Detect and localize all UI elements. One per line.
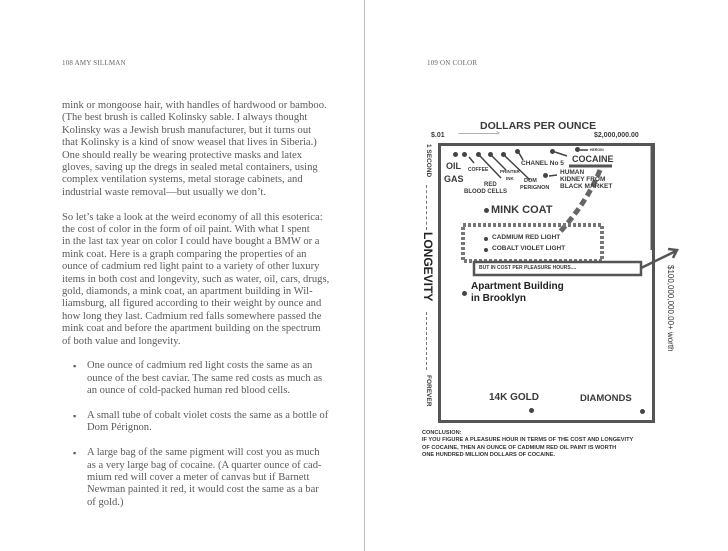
running-head-right: 109 ON COLOR [427, 59, 478, 67]
text-line: of gold.) [87, 496, 124, 508]
text-line: liamsburg, all figured according to their weight by ounce and [62, 298, 322, 310]
y-axis-title: LONGEVITY [421, 232, 435, 302]
text-line: mink or mongoose hair, with handles of hardwood or bamboo. [62, 100, 327, 111]
text-line: of both value and longevity. [62, 335, 181, 347]
label-mink-coat: MINK COAT [491, 204, 553, 216]
dot-chanel [515, 149, 520, 154]
label-cocaine: COCAINE [572, 154, 614, 164]
dot-diamonds [640, 409, 645, 414]
label-cobalt-violet: COBALT VIOLET LIGHT [492, 245, 566, 252]
text-line: items in both cost and longevity, such as water, oil, cars, drugs, [62, 273, 330, 285]
bullet-icon: ▪ [73, 361, 77, 372]
printer-ink-leader [492, 156, 506, 170]
dot-cocaine [550, 149, 555, 154]
text-line: ounce of cadmium red light paint to a variety of other luxury [62, 261, 320, 273]
text-line: mium red will cover a meter of canvas but if Barnett [87, 471, 310, 483]
label-oil: OIL [446, 161, 461, 171]
label-pleasure-hours: BUT IN COST PER PLEASURE HOURS.... [479, 265, 577, 271]
text-line: (The best brush is called Kolinsky sable. I always thought [62, 112, 308, 124]
dot-apartment [462, 291, 467, 296]
text-line: Dom Pérignon. [87, 422, 152, 434]
x-axis-arrow: ------------------------------------------------> [458, 131, 499, 137]
text-line: gold, diamonds, a mink coat, an apartment building in Wil- [62, 285, 313, 297]
label-coffee: COFFEE [468, 167, 489, 173]
text-line: in the last tax year on color I could have bought a BMW or a [62, 236, 320, 248]
diagram-conclusion [422, 430, 633, 459]
text-line: mink coat. Here is a graph comparing the properties of an [62, 248, 307, 260]
label-gas: GAS [444, 174, 464, 184]
conclusion-line: CONCLUSION: [422, 430, 462, 436]
paint-group-border [463, 225, 602, 261]
label-worth: $100,000,000.00+ worth [666, 265, 675, 352]
label-14k-gold: 14K GOLD [489, 392, 540, 403]
text-line: One should really be wearing protective masks and latex [62, 149, 303, 161]
label-kidney: BLACK MARKET [560, 183, 613, 190]
label-dom-perignon: DOM [524, 178, 537, 184]
text-line: A large bag of the same pigment will cost you as much [87, 447, 320, 459]
text-line: One ounce of cadmium red light costs the same as an [87, 360, 313, 372]
text-line: Kolinsky was a Jewish brush manufacturer, but it turns out [62, 124, 312, 136]
label-apartment: in Brooklyn [471, 293, 527, 304]
x-axis-max: $2,000,000.00 [594, 132, 639, 139]
dot-gold [529, 408, 534, 413]
dot-gas [462, 152, 467, 157]
kidney-leader [549, 175, 557, 176]
label-apartment: Apartment Building [471, 281, 564, 292]
bullet-icon: ▪ [73, 411, 77, 421]
conclusion-line: ONE HUNDRED MILLION DOLLARS OF COCAINE. [422, 451, 556, 458]
dot-oil [453, 152, 458, 157]
text-line: mink coat and before the apartment building on the spectrum [62, 323, 321, 335]
label-kidney: KIDNEY FROM [560, 176, 606, 183]
conclusion-line: IF YOU FIGURE A PLEASURE HOUR IN TERMS OF THE COST AND LONGEVITY [422, 437, 634, 444]
label-heroin: HEROIN [590, 148, 604, 152]
y-axis-bottom: FOREVER [425, 375, 432, 407]
text-line: Newman painted it red, it would cost the same as a bar [87, 484, 319, 496]
label-red-blood-cells: RED [484, 182, 497, 188]
text-line: the cost of color in the form of oil paint. With what I spent [62, 223, 310, 235]
label-cadmium-red: CADMIUM RED LIGHT [492, 234, 561, 241]
running-head-left: 108 AMY SILLMAN [62, 59, 126, 67]
label-printer-ink: INK [506, 176, 514, 181]
x-axis-title: DOLLARS PER OUNCE [480, 120, 597, 132]
text-line: gloves, saving up the dregs in sealed metal containers, using [62, 161, 318, 173]
x-axis-min: $.01 [431, 132, 445, 139]
coffee-leader [469, 157, 474, 163]
bullet-icon: ▪ [73, 448, 77, 459]
text-line: A small tube of cobalt violet costs the same as a bottle of [87, 410, 329, 421]
text-line: ounce of the best caviar. The same red costs as much as [87, 372, 323, 384]
dot-cadmium [484, 237, 488, 241]
label-diamonds: DIAMONDS [580, 393, 632, 404]
label-red-blood-cells: BLOOD CELLS [464, 189, 507, 195]
text-line: that Kolinsky is a kind of snow weasel that lives in Siberia.) [62, 137, 317, 149]
text-line: industrial waste removal—but usually we don’t. [62, 186, 266, 198]
dot-coffee [476, 152, 481, 157]
conclusion-line: OF COCAINE, THEN AN OUNCE OF CADMIUM RED OIL PAINT IS WORTH [422, 444, 617, 451]
text-line: So let’s take a look at the weird economy of all this esoterica: [62, 211, 323, 223]
dot-kidney [543, 173, 548, 178]
dot-dom [501, 152, 506, 157]
label-kidney: HUMAN [560, 169, 585, 176]
dot-mink [484, 208, 489, 213]
text-line: as a very large bag of cocaine. (A quarter ounce of cad- [87, 459, 322, 471]
label-dom-perignon: PERIGNON [520, 185, 550, 191]
dot-cobalt [484, 248, 488, 252]
y-axis-top: 1 SECOND [425, 144, 432, 178]
dot-heroin [575, 147, 580, 152]
chanel-leader [519, 153, 523, 160]
label-chanel: CHANEL No 5 [521, 160, 564, 167]
label-printer-ink: PRINTER [500, 169, 520, 174]
text-line: an ounce of cold-packed human red blood cells. [87, 385, 290, 397]
cocaine-leader [555, 152, 567, 156]
dot-printer-ink [488, 152, 493, 157]
text-line: how long they last. Cadmium red falls somewhere passed the [62, 310, 322, 322]
text-line: complex ventilation systems, metal storage cabinets, and [62, 174, 303, 186]
